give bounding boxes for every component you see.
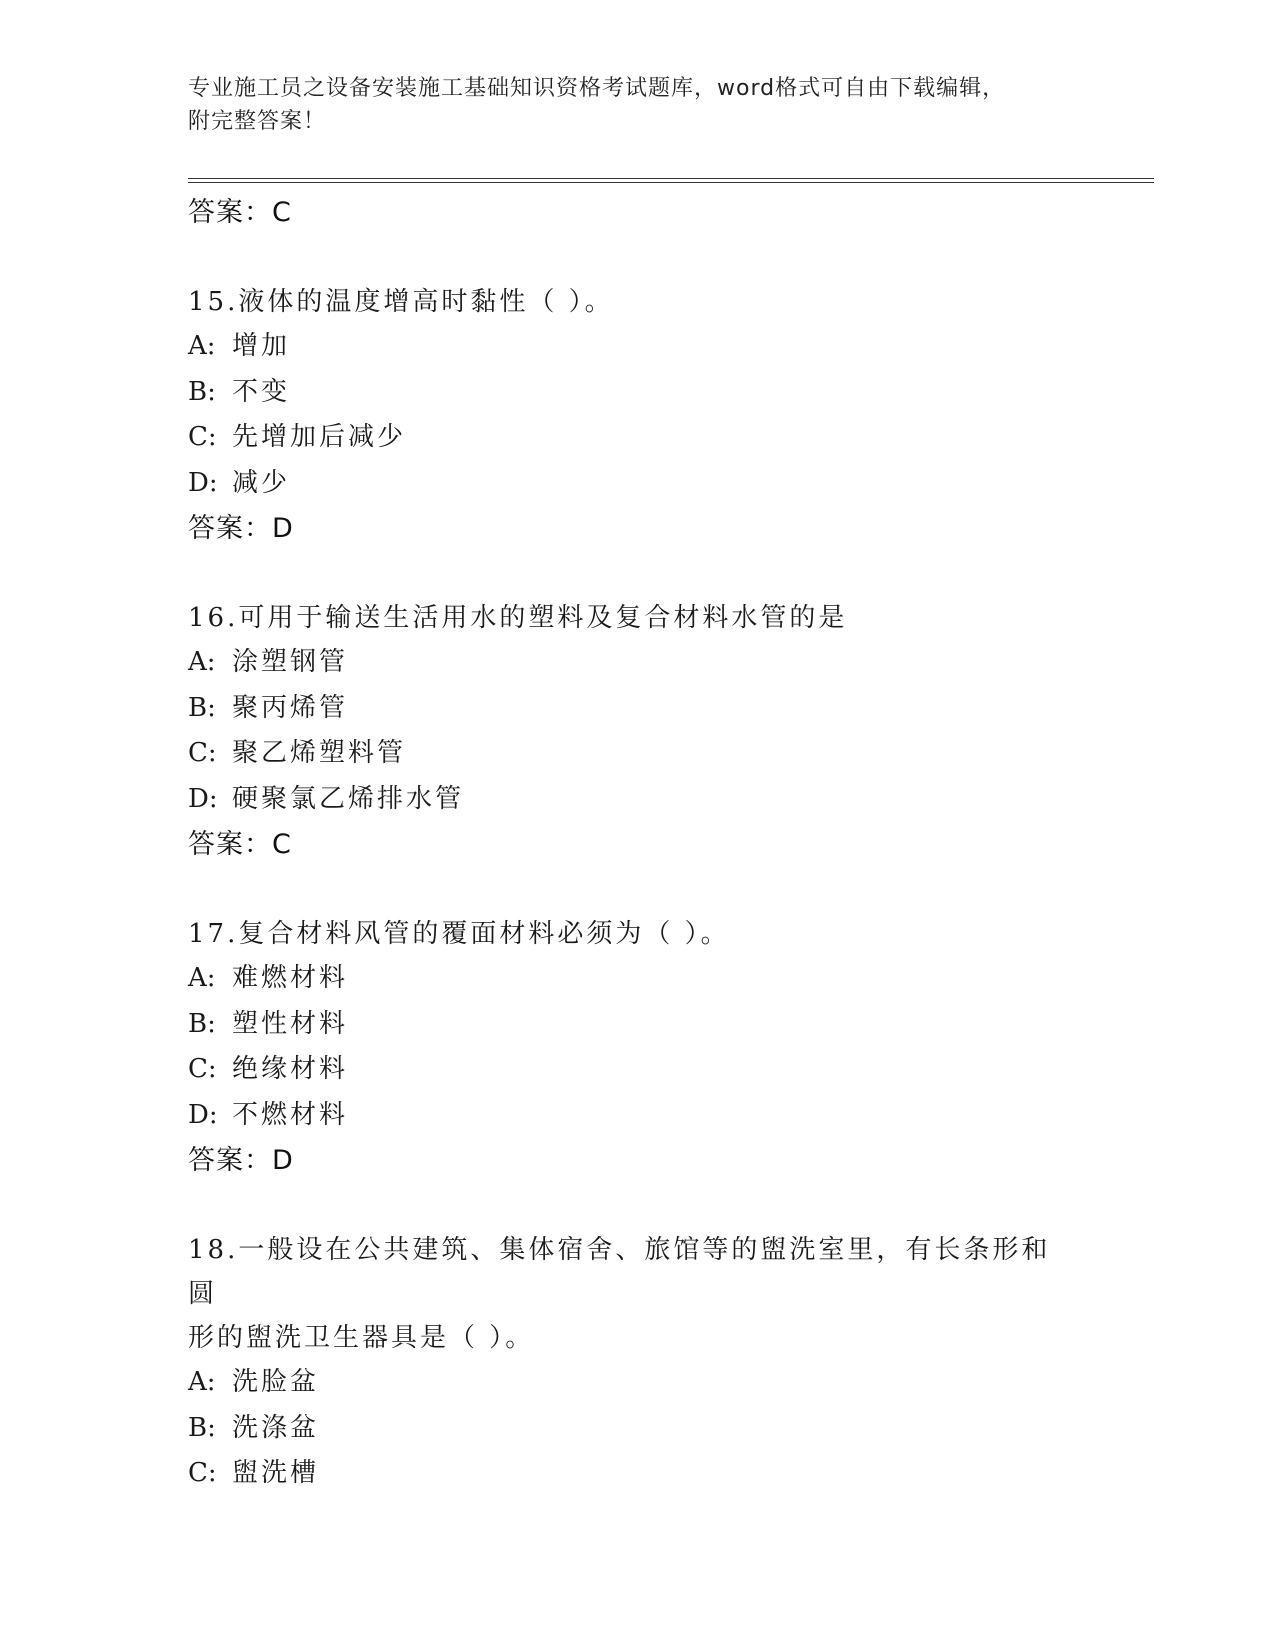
question-title: 17.复合材料风管的覆面材料必须为（ ）。 [188,919,730,949]
option-key: A: [188,963,216,993]
spacer [188,552,1088,596]
question-18 [188,1228,1088,1497]
option-text: 塑性材料 [232,1008,349,1039]
option-a [188,1360,1088,1406]
option-text: 聚乙烯塑料管 [232,738,407,768]
header-divider-top [188,178,1154,179]
option-b [188,370,1088,416]
question-answer: 答案：C [188,829,292,860]
option-key: D: [188,1099,218,1130]
option-d [188,777,1088,823]
option-key: C: [188,738,217,768]
option-key: A: [188,647,216,677]
question-title-line-2: 形的盥洗卫生器具是（ ）。 [188,1323,535,1353]
question-16 [188,596,1088,868]
option-b [188,1406,1088,1452]
option-c [188,1047,1088,1093]
question-title: 15.液体的温度增高时黏性（ ）。 [188,287,614,317]
option-text: 盥洗槽 [232,1458,320,1488]
option-b [188,686,1088,732]
option-text: 洗脸盆 [232,1367,320,1397]
option-text: 绝缘材料 [232,1054,349,1084]
spacer [188,868,1088,912]
option-d [188,461,1088,507]
option-key: C: [188,1458,217,1488]
option-a [188,956,1088,1002]
option-a [188,324,1088,370]
option-text: 聚丙烯管 [232,692,349,723]
option-key: B: [188,376,216,407]
option-text: 难燃材料 [232,963,349,993]
header-title-line-2: 附完整答案！ [188,109,327,134]
option-text: 涂塑钢管 [232,647,349,677]
option-text: 先增加后减少 [232,422,407,452]
option-text: 增加 [232,331,291,361]
option-a [188,640,1088,686]
option-text: 减少 [232,467,291,498]
spacer [188,1184,1088,1228]
option-key: C: [188,422,217,452]
document-header [188,72,1068,138]
option-c [188,415,1088,461]
option-d [188,1093,1088,1139]
question-title: 16.可用于输送生活用水的塑料及复合材料水管的是 [188,603,848,633]
question-list [188,190,1088,1497]
option-c [188,731,1088,777]
question-17 [188,912,1088,1184]
previous-answer: 答案：C [188,197,292,228]
option-key: A: [188,331,216,361]
option-key: A: [188,1367,216,1397]
option-text: 不变 [232,376,291,407]
option-text: 洗涤盆 [232,1412,320,1443]
question-answer: 答案：D [188,1145,294,1176]
option-text: 硬聚氯乙烯排水管 [232,783,465,814]
option-c [188,1451,1088,1497]
question-title-line-1: 18.一般设在公共建筑、集体宿舍、旅馆等的盥洗室里，有长条形和圆 [188,1235,1051,1309]
option-key: C: [188,1054,217,1084]
header-divider-bottom [188,182,1154,183]
spacer [188,236,1088,280]
option-key: D: [188,467,218,498]
option-text: 不燃材料 [232,1099,349,1130]
question-15 [188,280,1088,552]
option-key: B: [188,692,216,723]
option-key: D: [188,783,218,814]
option-key: B: [188,1008,216,1039]
option-b [188,1002,1088,1048]
header-title-line-1: 专业施工员之设备安装施工基础知识资格考试题库，word格式可自由下载编辑， [188,76,1006,101]
question-answer: 答案：D [188,513,294,544]
option-key: B: [188,1412,216,1443]
